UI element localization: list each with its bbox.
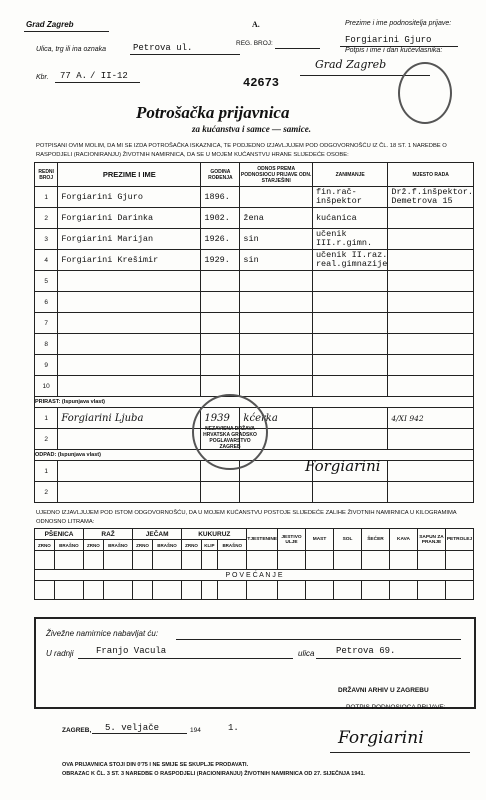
supply-sub-cell: BRAŠNO <box>218 540 247 551</box>
supply-value-cell <box>362 551 390 570</box>
supply-value-cell <box>278 551 306 570</box>
supply-value-cell <box>446 551 474 570</box>
table-row <box>35 461 474 482</box>
increase-value-cell <box>278 581 306 600</box>
person-occ-cell: kućanica <box>312 208 387 229</box>
stamp-text: NEZAVISNA DRŽAVA HRVATSKA GRADSKO POGLAVARSTVO ZAGREB <box>203 426 257 450</box>
increase-value-cell <box>133 581 153 600</box>
person-occ-cell <box>312 482 387 503</box>
person-place-cell <box>388 229 474 250</box>
supply-sub-cell: BRAŠNO <box>152 540 181 551</box>
persons-header-cell: GODINA ROĐENJA <box>201 163 240 187</box>
person-n-cell: 6 <box>35 292 58 313</box>
person-year-cell: 1902. <box>201 208 240 229</box>
table-row <box>35 250 474 271</box>
persons-header-cell: REDNI BROJ <box>35 163 58 187</box>
person-n-cell: 4 <box>35 250 58 271</box>
person-rel-cell: žena <box>240 208 313 229</box>
supply-item-cell: SAPUN ZA PRANJE <box>418 529 446 551</box>
shop-label: U radnji <box>46 649 74 658</box>
supply-value-cell <box>152 551 181 570</box>
increase-value-cell <box>218 581 247 600</box>
increase-value-cell <box>84 581 104 600</box>
supply-group-cell: PŠENICA <box>35 529 84 540</box>
supply-sub-cell: ZRNO <box>133 540 153 551</box>
persons-header-cell: PREZIME I IME <box>58 163 201 187</box>
supply-item-cell: KAVA <box>390 529 418 551</box>
person-rel-cell <box>240 355 313 376</box>
street-value-2: Petrova 69. <box>336 646 396 656</box>
signature-label: Potpis i ime i dan kućevlasnika: <box>345 47 443 54</box>
person-rel-cell <box>240 292 313 313</box>
form-subtitle: za kućanstva i samce — samice. <box>192 124 311 134</box>
supply-sub-cell: BRAŠNO <box>103 540 132 551</box>
supply-value-cell <box>103 551 132 570</box>
date-city: ZAGREB, <box>62 727 92 734</box>
person-rel-cell: sin <box>240 250 313 271</box>
supplies-group-row <box>35 529 474 540</box>
persons-header-row <box>35 163 474 187</box>
supply-sub-cell: ZRNO <box>182 540 202 551</box>
person-year-cell <box>201 292 240 313</box>
purchase-box <box>34 617 476 709</box>
increase-row <box>35 570 474 581</box>
person-rel-cell: sin <box>240 229 313 250</box>
kbr-suffix: / II-12 <box>90 71 128 81</box>
form-letter: A. <box>252 20 260 29</box>
supply-value-cell <box>247 551 278 570</box>
date-year-prefix: 194 <box>190 727 201 734</box>
person-rel-cell <box>240 334 313 355</box>
supply-value-cell <box>334 551 362 570</box>
house-owner-signature: Grad Zagreb <box>315 58 387 71</box>
person-n-cell: 7 <box>35 313 58 334</box>
round-stamp-top <box>398 62 452 124</box>
person-name-cell <box>58 376 201 397</box>
supplies-value-row <box>35 551 474 570</box>
person-name-cell <box>58 334 201 355</box>
odpad-label: ODPAD: (Ispunjava vlast) <box>35 450 474 461</box>
person-name-cell <box>58 482 201 503</box>
person-place-cell <box>388 313 474 334</box>
supply-sub-cell: ZRNO <box>35 540 55 551</box>
table-row <box>35 376 474 397</box>
supply-value-cell <box>182 551 202 570</box>
street-value: Petrova ul. <box>133 43 193 53</box>
person-place-cell <box>388 429 474 450</box>
person-rel-cell <box>240 187 313 208</box>
person-place-cell <box>388 208 474 229</box>
form-title: Potrošačka prijavnica <box>136 103 290 122</box>
applicant-name: Forgiarini Gjuro <box>345 35 432 45</box>
person-name-cell <box>58 355 201 376</box>
person-year-cell: 1896. <box>201 187 240 208</box>
person-n-cell: 1 <box>35 408 58 429</box>
table-row <box>35 208 474 229</box>
person-place-cell <box>388 355 474 376</box>
person-year-cell <box>201 334 240 355</box>
person-rel-cell <box>240 482 313 503</box>
person-occ-cell <box>312 334 387 355</box>
person-name-cell <box>58 271 201 292</box>
person-rel-cell <box>240 271 313 292</box>
person-name-cell: Forgiarini Darinka <box>58 208 201 229</box>
person-place-cell <box>388 271 474 292</box>
person-n-cell: 8 <box>35 334 58 355</box>
date-value: 5. veljače <box>105 723 160 733</box>
kbr-value: 77 A. <box>60 71 88 81</box>
person-place-cell: 4/XI 942 <box>388 408 474 429</box>
table-row <box>35 271 474 292</box>
increase-value-cell <box>418 581 446 600</box>
supply-value-cell <box>218 551 247 570</box>
person-n-cell: 2 <box>35 482 58 503</box>
person-rel-cell <box>240 313 313 334</box>
person-n-cell: 2 <box>35 429 58 450</box>
person-name-cell: Forgiarini Marijan <box>58 229 201 250</box>
person-year-cell <box>201 355 240 376</box>
increase-label: P O V E Ć A N J E <box>35 570 474 581</box>
increase-value-cell <box>247 581 278 600</box>
supply-group-cell: KUKURUZ <box>182 529 247 540</box>
supply-sub-cell: BRAŠNO <box>54 540 83 551</box>
increase-value-cell <box>306 581 334 600</box>
person-place-cell <box>388 461 474 482</box>
serial-number: 42673 <box>243 76 280 90</box>
person-name-cell: Forgiarini Ljuba <box>58 408 201 429</box>
intro-text: POTPISANI OVIM MOLIM, DA MI SE IZDA POTROŠAČKA ISKAZNICA, TE PODJEDNO IZJAVLJUJEM POD ODGOVORNOŠĆU IZ ČL. 18 ST. 1 NAREDBE O RASPODJELI (RACIONIRANJU) ŽIVOTNIH NAMIRNICA, DA SE U MOJEM KUĆANSTVU HRANE SLIJEDEĆE OSOBE: <box>36 143 447 158</box>
reg-label: REG. BROJ: <box>236 40 273 47</box>
applicant-label: Prezime i ime podnositelja prijave: <box>345 20 452 27</box>
persons-header-cell: MJESTO RADA <box>388 163 474 187</box>
person-year-cell: 1939 <box>201 408 240 429</box>
increase-value-cell <box>54 581 83 600</box>
person-n-cell: 3 <box>35 229 58 250</box>
supply-item-cell: TJESTENINE <box>247 529 278 551</box>
supply-sub-cell: KLIP <box>201 540 217 551</box>
increase-value-cell <box>103 581 132 600</box>
date-year-suffix: 1. <box>228 723 239 733</box>
person-occ-cell <box>312 376 387 397</box>
table-row <box>35 187 474 208</box>
supply-item-cell: JESTIVO ULJE <box>278 529 306 551</box>
prirast-label: PRIRAST: (Ispunjava vlast) <box>35 397 474 408</box>
person-name-cell: Forgiarini Krešimir <box>58 250 201 271</box>
table-row <box>35 292 474 313</box>
person-n-cell: 5 <box>35 271 58 292</box>
person-occ-cell: fin.rač-inšpektor <box>312 187 387 208</box>
supply-value-cell <box>133 551 153 570</box>
person-occ-cell: učenik III.r.gimn. <box>312 229 387 250</box>
supply-item-cell: ŠEĆER <box>362 529 390 551</box>
person-place-cell <box>388 250 474 271</box>
table-row <box>35 482 474 503</box>
supply-item-cell: MAST <box>306 529 334 551</box>
person-name-cell <box>58 429 201 450</box>
supply-value-cell <box>35 551 55 570</box>
increase-value-cell <box>182 581 202 600</box>
street-label: Ulica, trg ili ina oznaka <box>36 46 107 53</box>
person-n-cell: 9 <box>35 355 58 376</box>
supply-value-cell <box>418 551 446 570</box>
supply-item-cell: SOL <box>334 529 362 551</box>
purchase-label: Živežne namirnice nabavljat ću: <box>46 629 159 638</box>
person-n-cell: 1 <box>35 187 58 208</box>
person-year-cell <box>201 271 240 292</box>
person-occ-cell <box>312 271 387 292</box>
supplies-intro: UJEDNO IZJAVLJUJEM POD ISTOM ODGOVORNOŠĆU, DA U MOJEM KUĆANSTVU POSTOJE SLIJEDEĆE ZALIHE ŽIVOTNIH NAMIRNICA U KILOGRAMIMA ODNOSNO LITRAMA: <box>36 510 457 525</box>
supply-value-cell <box>306 551 334 570</box>
person-name-cell <box>58 461 201 482</box>
increase-value-row <box>35 581 474 600</box>
increase-value-cell <box>334 581 362 600</box>
increase-value-cell <box>446 581 474 600</box>
footer-regulation: OBRAZAC K ČL. 3 ST. 3 NAREDBE O RASPODJELI (RACIONIRANJU) ŽIVOTNIH NAMIRNICA OD 27. SIJEČNJA 1941. <box>62 771 366 777</box>
person-occ-cell <box>312 313 387 334</box>
supply-value-cell <box>201 551 217 570</box>
kbr-label: Kbr. <box>36 74 49 81</box>
increase-value-cell <box>152 581 181 600</box>
person-place-cell <box>388 376 474 397</box>
increase-value-cell <box>201 581 217 600</box>
increase-value-cell <box>362 581 390 600</box>
signer-label: POTPIS PODNOSIOCA PRIJAVE: <box>346 704 446 711</box>
table-row <box>35 355 474 376</box>
person-year-cell: 1929. <box>201 250 240 271</box>
city-name: Grad Zagreb <box>26 20 74 29</box>
supply-group-cell: RAŽ <box>84 529 133 540</box>
persons-header-cell: ODNOS PREMA PODNOSIOCU PRIJAVE ODN. STARJEŠINI <box>240 163 313 187</box>
archive-stamp: DRŽAVNI ARHIV U ZAGREBU <box>338 687 429 694</box>
person-occ-cell <box>312 429 387 450</box>
persons-header-cell: ZANIMANJE <box>312 163 387 187</box>
supply-value-cell <box>390 551 418 570</box>
person-place-cell <box>388 334 474 355</box>
table-row <box>35 229 474 250</box>
person-occ-cell <box>312 292 387 313</box>
person-occ-cell <box>312 408 387 429</box>
person-year-cell: 1926. <box>201 229 240 250</box>
person-name-cell: Forgiarini Gjuro <box>58 187 201 208</box>
person-rel-cell: kćerka <box>240 408 313 429</box>
increase-value-cell <box>35 581 55 600</box>
person-rel-cell <box>240 376 313 397</box>
person-place-cell <box>388 292 474 313</box>
supply-sub-cell: ZRNO <box>84 540 104 551</box>
official-signature: Forgiarini <box>305 457 381 475</box>
city-stamp <box>192 394 268 470</box>
supply-item-cell: PETROLEJ <box>446 529 474 551</box>
street-label-2: ulica <box>298 649 315 658</box>
shop-value: Franjo Vacula <box>96 646 167 656</box>
supply-value-cell <box>84 551 104 570</box>
footer-price: OVA PRIJAVNICA STOJI DIN 0'75 I NE SMIJE SE SKUPLJE PRODAVATI. <box>62 762 249 768</box>
increase-value-cell <box>390 581 418 600</box>
person-year-cell <box>201 482 240 503</box>
person-n-cell: 2 <box>35 208 58 229</box>
table-row <box>35 334 474 355</box>
person-place-cell <box>388 482 474 503</box>
applicant-signature: Forgiarini <box>338 728 424 748</box>
supply-value-cell <box>54 551 83 570</box>
person-occ-cell: učenik II.raz. real.gimnazije <box>312 250 387 271</box>
person-year-cell <box>201 313 240 334</box>
supply-group-cell: JEČAM <box>133 529 182 540</box>
table-row <box>35 313 474 334</box>
person-place-cell: Drž.f.inšpektor. Demetrova 15 <box>388 187 474 208</box>
person-n-cell: 1 <box>35 461 58 482</box>
person-name-cell <box>58 292 201 313</box>
person-name-cell <box>58 313 201 334</box>
supplies-table <box>34 528 474 600</box>
person-n-cell: 10 <box>35 376 58 397</box>
person-occ-cell <box>312 355 387 376</box>
